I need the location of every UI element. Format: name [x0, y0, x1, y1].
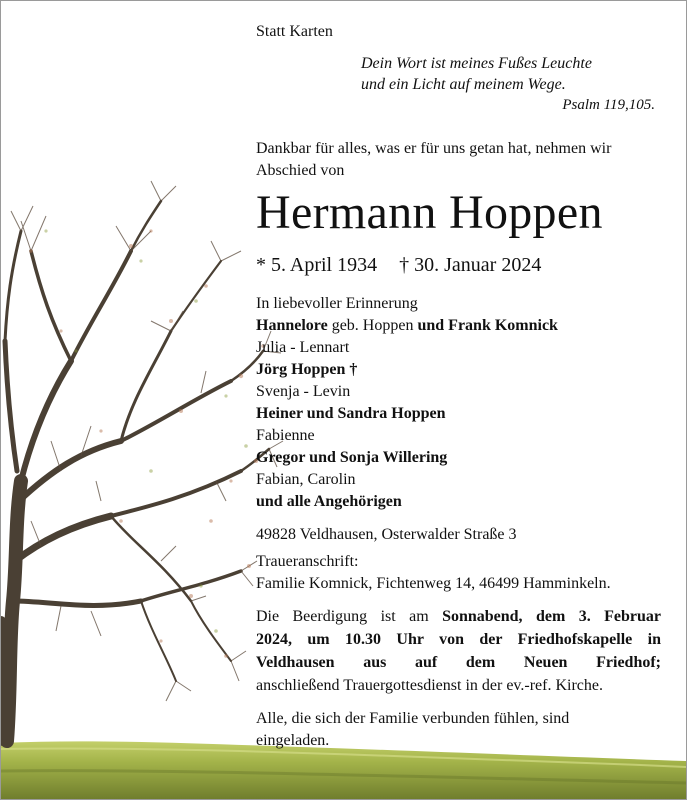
mourner-line: Svenja - Levin	[256, 383, 351, 400]
funeral-line: Veldhausen aus auf dem Neuen Friedhof;	[256, 654, 661, 671]
mourner-line: Heiner und Sandra Hoppen	[256, 405, 446, 422]
verse-line: Dein Wort ist meines Fußes Leuchte	[361, 55, 592, 72]
mourning-address: Familie Komnick, Fichtenweg 14, 46499 Hamminkeln.	[256, 575, 611, 592]
header-label: Statt Karten	[256, 23, 333, 40]
funeral-line: anschließend Trauergottesdienst in der ev.-ref. Kirche.	[256, 677, 604, 694]
intro-line: Abschied von	[256, 162, 345, 179]
mourner-intro: In liebevoller Erinnerung	[256, 295, 418, 312]
death-date: † 30. Januar 2024	[399, 254, 542, 276]
funeral-line: Die Beerdigung ist am Sonnabend, dem 3. Februar	[256, 608, 661, 625]
birth-date: * 5. April 1934	[256, 254, 378, 276]
mourner-line: Jörg Hoppen †	[256, 361, 358, 378]
mourner-line: Fabienne	[256, 427, 315, 444]
verse-reference: Psalm 119,105.	[562, 97, 655, 113]
deceased-name: Hermann Hoppen	[256, 186, 603, 239]
mourner-line: Gregor und Sonja Willering	[256, 449, 448, 466]
life-dates	[256, 252, 541, 278]
mourner-line: und alle Angehörigen	[256, 493, 402, 510]
closing-line: eingeladen.	[256, 732, 330, 749]
intro-line: Dankbar für alles, was er für uns getan hat, nehmen wir	[256, 140, 612, 157]
mourning-address-label: Traueranschrift:	[256, 553, 359, 570]
funeral-line: 2024, um 10.30 Uhr von der Friedhofskapelle in	[256, 631, 661, 648]
mourner-line: Hannelore geb. Hoppen und Frank Komnick	[256, 317, 558, 334]
verse-line: und ein Licht auf meinem Wege.	[361, 76, 566, 93]
closing-line: Alle, die sich der Familie verbunden fühlen, sind	[256, 710, 570, 727]
family-address: 49828 Veldhausen, Osterwalder Straße 3	[256, 526, 517, 543]
mourner-line: Fabian, Carolin	[256, 471, 356, 488]
mourner-line: Julia - Lennart	[256, 339, 350, 356]
tree	[1, 201, 269, 741]
bible-verse	[361, 53, 661, 116]
